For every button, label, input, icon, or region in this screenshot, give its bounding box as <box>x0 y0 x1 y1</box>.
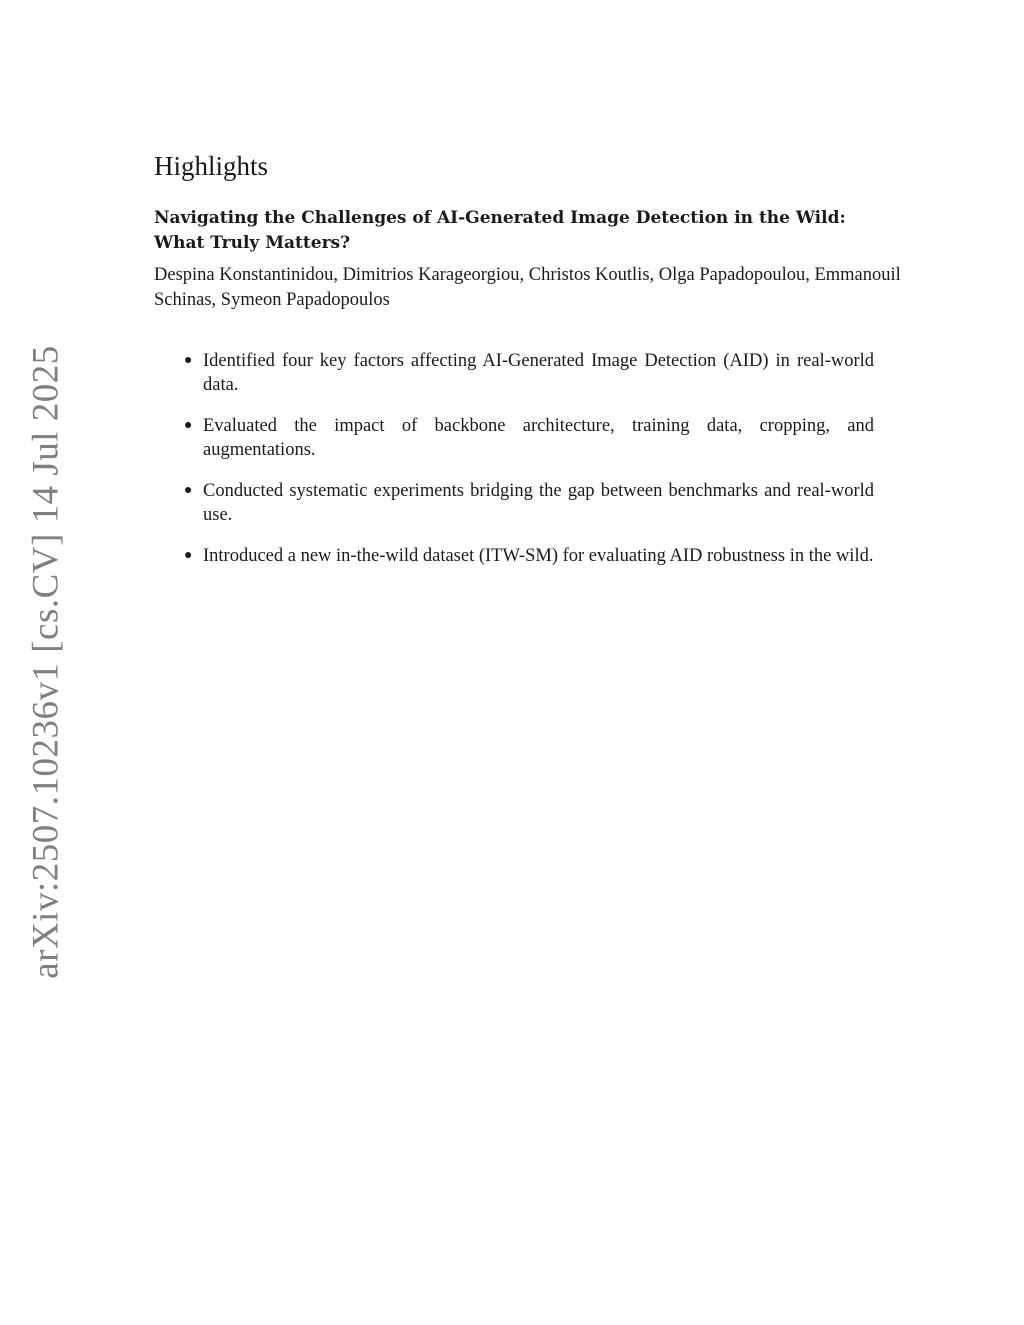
paper-title: Navigating the Challenges of AI-Generated Image Detection in the Wild: What Truly Matters? <box>154 208 846 254</box>
author-list: Despina Konstantinidou, Dimitrios Karageorgiou, Christos Koutlis, Olga Papadopoulou, Emmanouil Schinas, Symeon Papadopoulos <box>154 265 901 311</box>
highlight-item <box>184 414 874 462</box>
bullet-icon: ● <box>184 353 193 369</box>
bullet-icon: ● <box>184 548 193 564</box>
highlights-page <box>154 150 901 585</box>
section-title: Highlights <box>154 151 269 181</box>
highlight-text: Evaluated the impact of backbone architecture, training data, cropping, and augmentations. <box>203 416 874 461</box>
bullet-icon: ● <box>184 483 193 499</box>
highlight-text: Identified four key factors affecting AI-Generated Image Detection (AID) in real-world data. <box>203 351 874 396</box>
arxiv-identifier: arXiv:2507.10236v1 [cs.CV] 14 Jul 2025 <box>25 345 67 979</box>
highlights-list <box>154 349 874 568</box>
highlight-item <box>184 544 874 568</box>
bullet-icon: ● <box>184 418 193 434</box>
highlight-item <box>184 479 874 527</box>
highlight-text: Introduced a new in-the-wild dataset (ITW-SM) for evaluating AID robustness in the wild. <box>203 546 874 567</box>
highlight-text: Conducted systematic experiments bridging the gap between benchmarks and real-world use. <box>203 481 874 526</box>
highlight-item <box>184 349 874 397</box>
